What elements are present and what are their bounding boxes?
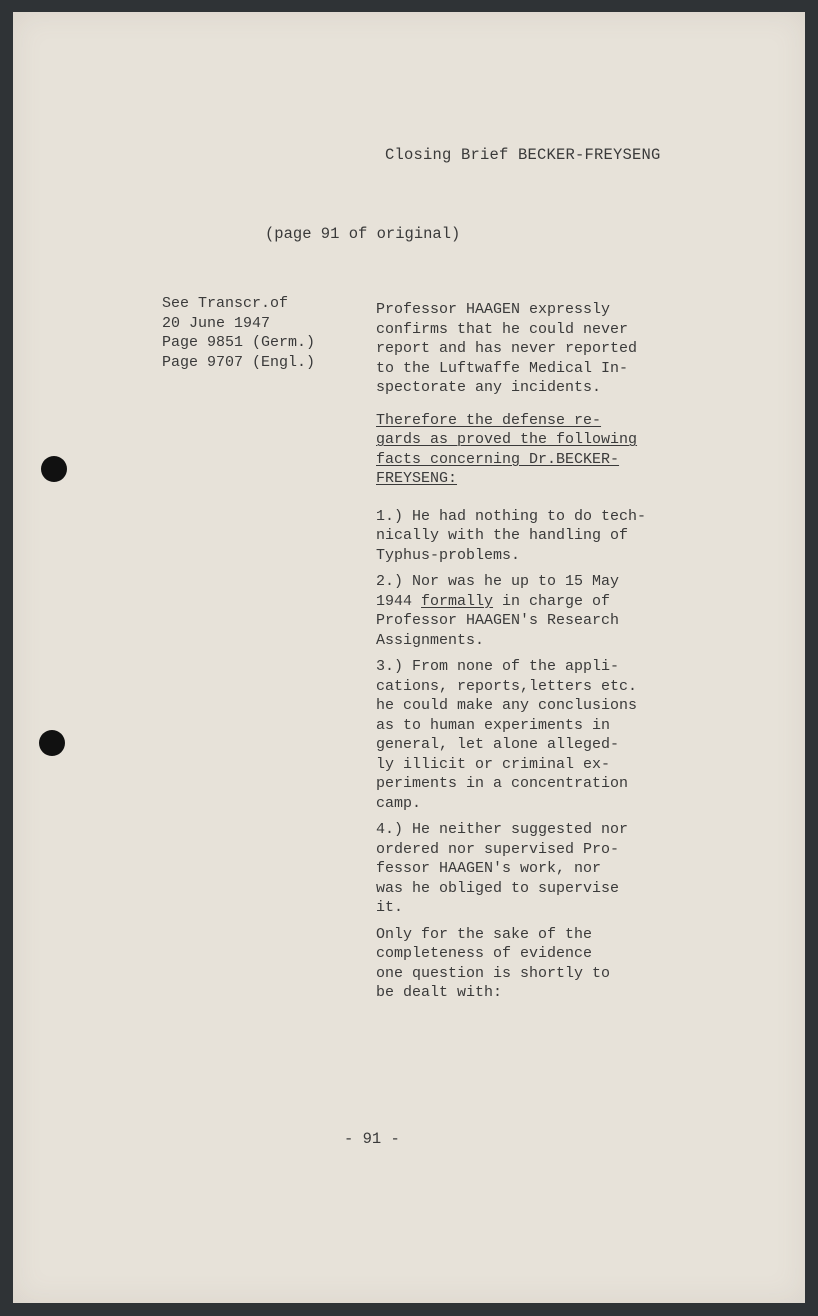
punch-hole xyxy=(41,456,67,482)
page-number: - 91 - xyxy=(344,1130,400,1148)
fact-point-1: 1.) He had nothing to do tech- nically with the handling of Typhus-problems. xyxy=(376,507,647,564)
document-header: Closing Brief BECKER-FREYSENG xyxy=(385,146,661,164)
margin-note-line: Page 9851 (Germ.) xyxy=(162,334,316,351)
intro-paragraph: Professor HAAGEN expressly confirms that he could never report and has never reported to the Luftwaffe Medical In- spectorate any incidents. xyxy=(376,301,638,396)
fact-point-2-start: 2.) Nor was he up to 15 May 1944 xyxy=(376,573,620,610)
transcript-margin-note xyxy=(162,294,315,372)
punch-hole xyxy=(39,730,65,756)
margin-note-line: See Transcr.of xyxy=(162,295,289,312)
fact-point-2 xyxy=(376,572,696,650)
fact-point-4: 4.) He neither suggested nor ordered nor supervised Pro- fessor HAAGEN's work, nor was he obliged to supervise it. xyxy=(376,821,629,916)
underlined-word: formally xyxy=(421,592,494,610)
fact-point-2-end: in charge of Professor HAAGEN's Research Assignments. xyxy=(376,592,620,649)
defense-statement: Therefore the defense re- gards as proved the following facts concerning Dr.BECKER- FREYSENG: xyxy=(376,411,638,487)
original-page-reference: (page 91 of original) xyxy=(265,225,461,243)
fact-point-3: 3.) From none of the appli- cations, reports,letters etc. he could make any conclusions as to human experiments in general, let alone alleged- ly illicit or criminal ex- periments in a concentration camp. xyxy=(376,658,638,812)
brief-body xyxy=(376,300,696,1003)
margin-note-line: Page 9707 (Engl.) xyxy=(162,353,316,371)
closing-paragraph: Only for the sake of the completeness of evidence one question is shortly to be dealt with: xyxy=(376,925,611,1001)
margin-note-line: 20 June 1947 xyxy=(162,314,271,332)
